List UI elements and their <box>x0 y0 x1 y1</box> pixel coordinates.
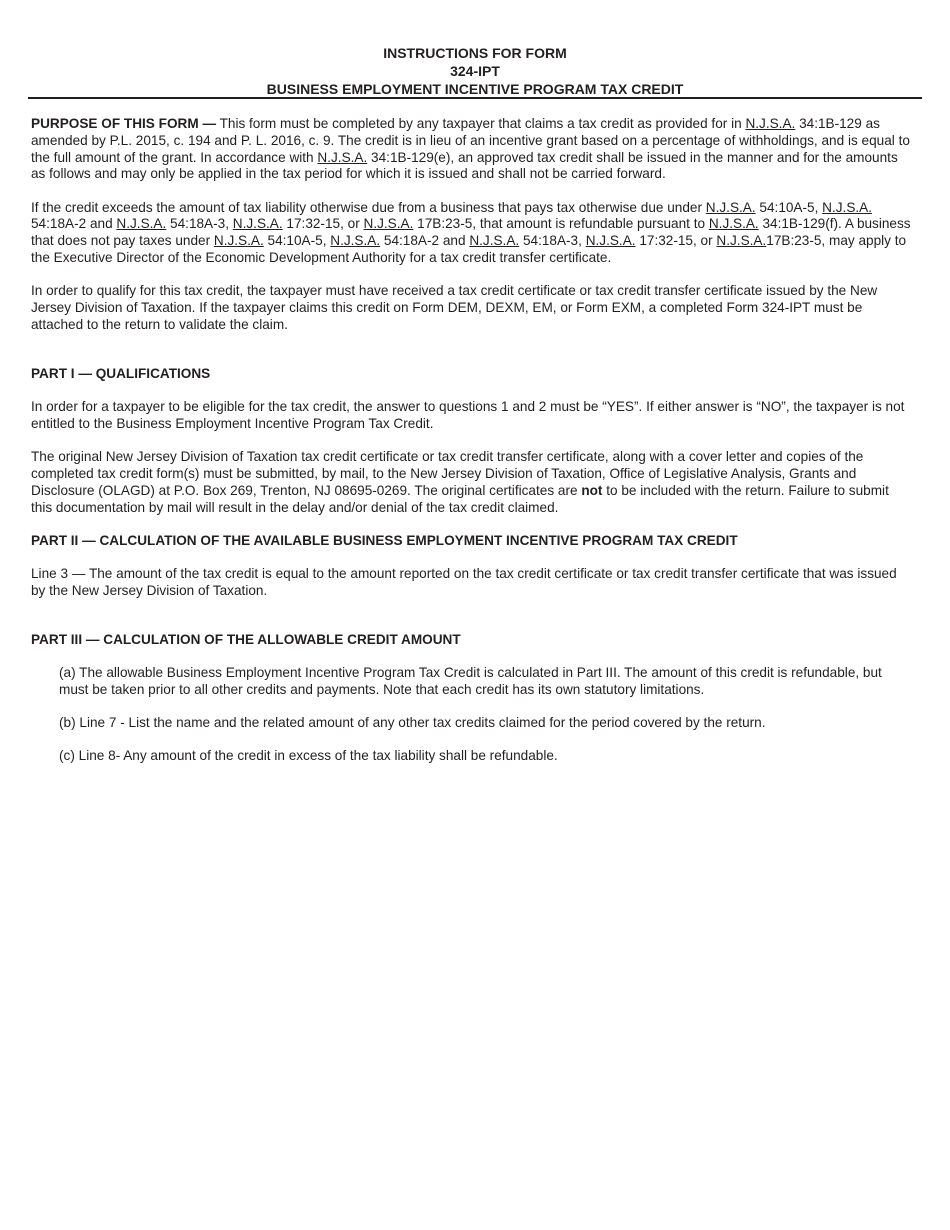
header-form-number: 324-IPT <box>450 63 500 79</box>
statute-ref: N.J.S.A. <box>363 216 414 232</box>
purpose-label: PURPOSE OF THIS FORM — <box>31 116 217 131</box>
part3-item-a: (a) The allowable Business Employment Incentive Program Tax Credit is calculated in Part III. The amount of this credit is refundable, but must be taken prior to all other credits and payments. Note that each credit has its own statutory limitations. <box>59 665 882 697</box>
header-subtitle: BUSINESS EMPLOYMENT INCENTIVE PROGRAM TAX CREDIT <box>266 81 684 97</box>
purpose-paragraph: PURPOSE OF THIS FORM — This form must be completed by any taxpayer that claims a tax credit as provided for in N.J.S.A. 34:1B-129 as amended by P.L. 2015, c. 194 and P. L. 2016, c. 9. The credit is in lieu of an incentive grant based on a percentage of withholdings, and is equal to the full amount of the grant. In accordance with N.J.S.A. 34:1B-129(e), an approved tax credit shall be issued in the manner and for the amounts as follows and may only be applied in the tax period for which it is issued and shall not be carried forward. <box>31 116 910 182</box>
statute-ref: N.J.S.A. <box>822 199 873 215</box>
statute-ref: N.J.S.A. <box>708 216 759 232</box>
part1-heading: PART I — QUALIFICATIONS <box>31 365 211 381</box>
statute-ref: N.J.S.A. <box>116 216 167 232</box>
header-divider <box>28 97 922 99</box>
part3-item-b: (b) Line 7 - List the name and the related amount of any other tax credits claimed for the period covered by the return. <box>59 715 766 731</box>
statute-ref: N.J.S.A. <box>330 233 381 249</box>
part3-heading: PART III — CALCULATION OF THE ALLOWABLE CREDIT AMOUNT <box>31 631 461 647</box>
instructions-body <box>31 116 911 781</box>
form-header <box>28 44 922 98</box>
part2-heading: PART II — CALCULATION OF THE AVAILABLE BUSINESS EMPLOYMENT INCENTIVE PROGRAM TAX CREDIT <box>31 532 738 548</box>
excess-paragraph: If the credit exceeds the amount of tax liability otherwise due from a business that pays tax otherwise due under N.J.S.A. 54:10A-5, N.J.S.A. 54:18A-2 and N.J.S.A. 54:18A-3, N.J.S.A. 17:32-15, or N.J.S.A. 17B:23-5, that amount is refundable pursuant to N.J.S.A. 34:1B-129(f). A business that does not pay taxes under N.J.S.A. 54:10A-5, N.J.S.A. 54:18A-2 and N.J.S.A. 54:18A-3, N.J.S.A. 17:32-15, or N.J.S.A.17B:23-5, may apply to the Executive Director of the Economic Development Authority for a tax credit transfer certificate. <box>31 199 911 265</box>
part1-eligibility-paragraph: In order for a taxpayer to be eligible for the tax credit, the answer to questions 1 and 2 must be “YES”. If either answer is “NO”, the taxpayer is not entitled to the Business Employment Incentive Program Tax Credit. <box>31 399 905 431</box>
statute-ref: N.J.S.A. <box>213 233 264 249</box>
statute-ref: N.J.S.A. <box>716 233 767 249</box>
qualify-paragraph: In order to qualify for this tax credit, the taxpayer must have received a tax credit certificate or tax credit transfer certificate issued by the New Jersey Division of Taxation. If the taxpayer claims this credit on Form DEM, DEXM, EM, or Form EXM, a completed Form 324-IPT must be attached to the return to validate the claim. <box>31 283 878 332</box>
header-title-line: INSTRUCTIONS FOR FORM <box>383 45 567 61</box>
statute-ref: N.J.S.A. <box>469 233 520 249</box>
statute-ref: N.J.S.A. <box>585 233 636 249</box>
statute-ref: N.J.S.A. <box>745 116 796 131</box>
emphasis-not: not <box>581 482 603 498</box>
part1-submission-paragraph: The original New Jersey Division of Taxation tax credit certificate or tax credit transfer certificate, along with a cover letter and copies of the completed tax credit form(s) must be submitted, by mail, to the New Jersey Division of Taxation, Office of Legislative Analysis, Grants and Disclosure (OLAGD) at P.O. Box 269, Trenton, NJ 08695-0269. The original certificates are not to be included with the return. Failure to submit this documentation by mail will result in the delay and/or denial of the tax credit claimed. <box>31 449 889 515</box>
part2-line3-paragraph: Line 3 — The amount of the tax credit is equal to the amount reported on the tax credit certificate or tax credit transfer certificate that was issued by the New Jersey Division of Taxation. <box>31 565 897 598</box>
statute-ref: N.J.S.A. <box>232 216 283 232</box>
statute-ref: N.J.S.A. <box>317 149 368 165</box>
part3-item-c: (c) Line 8- Any amount of the credit in excess of the tax liability shall be refundable. <box>59 748 558 764</box>
statute-ref: N.J.S.A. <box>705 199 756 215</box>
